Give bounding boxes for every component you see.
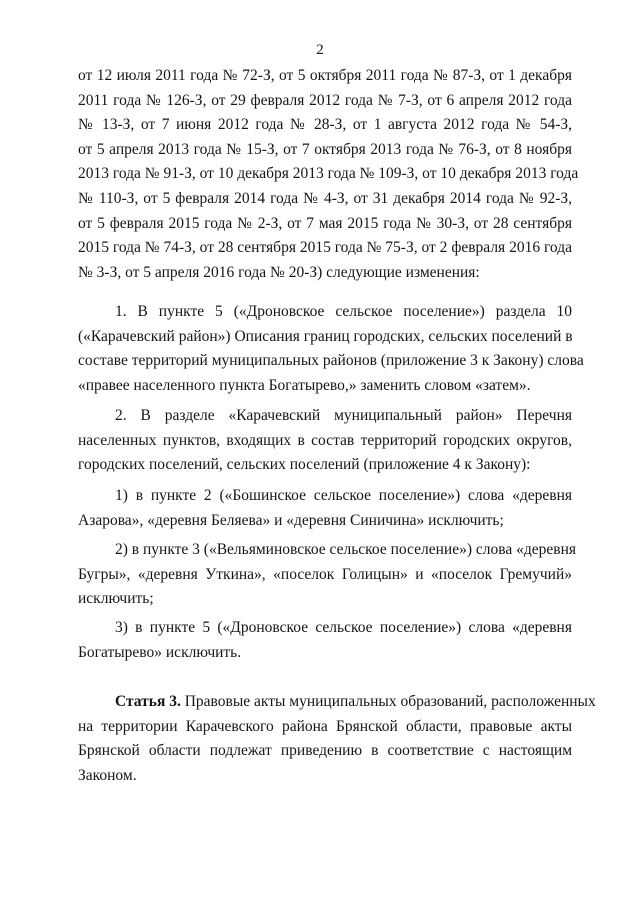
- item-1-line: «правее населенного пункта Богатырево,» заменить словом «затем».: [78, 376, 531, 394]
- item-2-paragraph: [78, 404, 572, 478]
- subitem-1-line: 1) в пункте 2 («Бошинское сельское поселение») слова «деревня: [115, 487, 572, 504]
- intro-paragraph: [78, 64, 579, 285]
- intro-line: 2013 года № 91-З, от 10 декабря 2013 года № 109-З, от 10 декабря 2013 года: [78, 165, 579, 183]
- article-3-heading: Статья 3.: [115, 693, 181, 710]
- intro-line: от 12 июля 2011 года № 72-З, от 5 октября 2011 года № 87-З, от 1 декабря: [78, 67, 572, 84]
- subitem-1-line: Азарова», «деревня Беляева» и «деревня Синичина» исключить;: [78, 511, 504, 529]
- article-3-first-line: [78, 690, 596, 715]
- subitem-3-line: Богатырево» исключить.: [78, 643, 242, 661]
- intro-line: 2011 года № 126-З, от 29 февраля 2012 года № 7-З, от 6 апреля 2012 года: [78, 91, 572, 109]
- subitem-3-line: 3) в пункте 5 («Дроновское сельское поселение») слова «деревня: [115, 619, 572, 636]
- subitem-3-paragraph: [78, 616, 572, 665]
- subitem-2-line: исключить;: [78, 590, 154, 608]
- item-2-line: населенных пунктов, входящих в состав территорий городских округов,: [78, 431, 572, 449]
- intro-line: № 110-З, от 5 февраля 2014 года № 4-З, от 31 декабря 2014 года № 92-З,: [78, 189, 572, 207]
- item-1-line: 1. В пункте 5 («Дроновское сельское поселение») раздела 10: [115, 303, 572, 320]
- item-1-line: составе территорий муниципальных районов (приложение 3 к Закону) слова: [78, 352, 584, 370]
- subitem-1-paragraph: [78, 484, 572, 533]
- article-3-line: на территории Карачевского района Брянской области, правовые акты: [78, 717, 572, 735]
- intro-line: от 5 апреля 2013 года № 15-З, от 7 октября 2013 года № 76-З, от 8 ноября: [78, 140, 572, 158]
- item-2-line: городских поселений, сельских поселений (приложение 4 к Закону):: [78, 456, 531, 474]
- item-1-line: («Карачевский район») Описания границ городских, сельских поселений в: [78, 327, 573, 345]
- subitem-2-line: Бугры», «деревня Уткина», «поселок Голицын» и «поселок Гремучий»: [78, 565, 572, 583]
- intro-line: от 5 февраля 2015 года № 2-З, от 7 мая 2015 года № 30-З, от 28 сентября: [78, 214, 572, 232]
- item-1-paragraph: [78, 300, 584, 398]
- subitem-2-paragraph: [78, 538, 576, 612]
- article-3-first-text: Правовые акты муниципальных образований, расположенных: [184, 693, 596, 710]
- intro-line: № 3-З, от 5 апреля 2016 года № 20-З) следующие изменения:: [78, 263, 480, 281]
- article-3-paragraph: [78, 690, 596, 788]
- subitem-2-line: 2) в пункте 3 («Вельяминовское сельское поселение») слова «деревня: [115, 541, 576, 558]
- intro-line: 2015 года № 74-З, от 28 сентября 2015 года № 75-З, от 2 февраля 2016 года: [78, 239, 572, 257]
- article-3-line: Законом.: [78, 766, 137, 784]
- article-3-line: Брянской области подлежат приведению в соответствие с настоящим: [78, 742, 572, 760]
- item-2-line: 2. В разделе «Карачевский муниципальный район» Перечня: [115, 407, 572, 424]
- page-number: 2: [316, 42, 324, 58]
- intro-line: № 13-З, от 7 июня 2012 года № 28-З, от 1 августа 2012 года № 54-З,: [78, 116, 572, 134]
